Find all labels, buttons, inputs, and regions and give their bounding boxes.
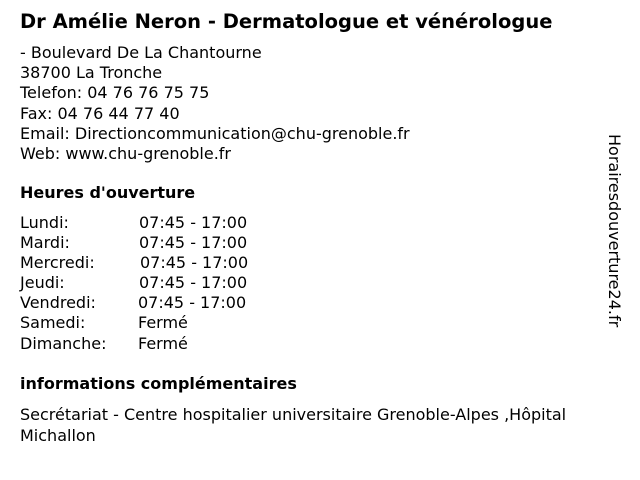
time-value: 07:45 - 17:00: [139, 273, 248, 293]
time-value: 07:45 - 17:00: [139, 233, 248, 253]
time-value: 07:45 - 17:00: [140, 253, 249, 273]
contact-block: [20, 43, 410, 164]
day-label: Samedi:: [20, 313, 86, 333]
day-label: Mardi:: [20, 233, 70, 253]
street-address: - Boulevard De La Chantourne: [20, 43, 262, 62]
page-title: Dr Amélie Neron - Dermatologue et vénérologue: [20, 10, 553, 33]
time-value: 07:45 - 17:00: [139, 213, 248, 232]
site-watermark: Horairesdouverture24.fr: [605, 134, 624, 328]
day-label: Lundi:: [20, 213, 69, 232]
website-address: Web: www.chu-grenoble.fr: [20, 143, 231, 163]
phone-number: Telefon: 04 76 76 75 75: [20, 83, 210, 103]
opening-hours-heading: Heures d'ouverture: [20, 183, 196, 202]
additional-info-text: Secrétariat - Centre hospitalier universitaire Grenoble-Alpes ,Hôpital Michallon: [20, 405, 567, 445]
email-address: Email: Directioncommunication@chu-grenoble.fr: [20, 123, 410, 143]
city-address: 38700 La Tronche: [20, 63, 163, 83]
time-value: 07:45 - 17:00: [138, 293, 247, 313]
fax-number: Fax: 04 76 44 77 40: [20, 103, 180, 123]
time-value: Fermé: [138, 333, 188, 353]
day-label: Mercredi:: [20, 253, 95, 273]
time-value: Fermé: [138, 313, 188, 333]
day-label: Vendredi:: [20, 293, 96, 313]
day-label: Jeudi:: [20, 273, 65, 293]
additional-info-heading: informations complémentaires: [20, 374, 297, 393]
day-label: Dimanche:: [20, 333, 107, 353]
